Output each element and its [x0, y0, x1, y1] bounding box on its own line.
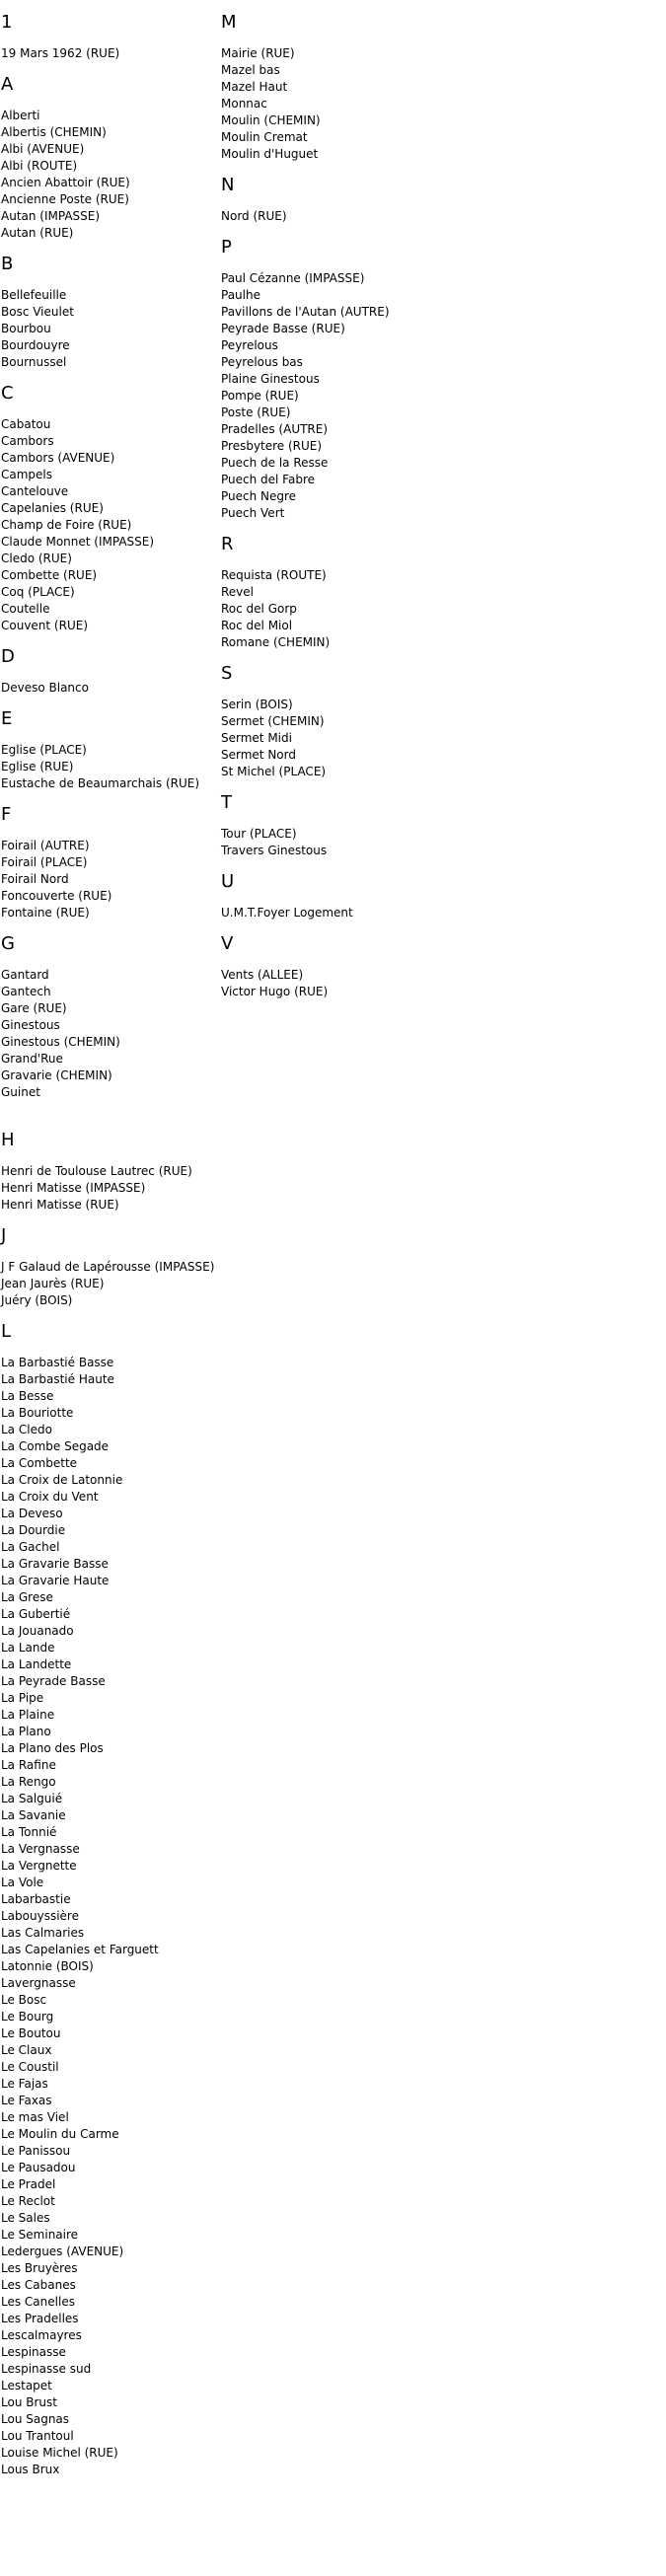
- street-name-item: Le Faxas: [1, 2094, 52, 2107]
- street-name-item: Peyrelous bas: [221, 355, 303, 369]
- street-name-item: Vents (ALLEE): [221, 968, 304, 982]
- street-name-item: Jean Jaurès (RUE): [1, 1277, 105, 1290]
- street-name-item: Bosc Vieulet: [1, 305, 74, 319]
- street-name-item: Lou Trantoul: [1, 2429, 74, 2443]
- street-name-item: Fontaine (RUE): [1, 906, 90, 920]
- street-name-item: Claude Monnet (IMPASSE): [1, 535, 155, 549]
- street-name-item: Lespinasse: [1, 2345, 66, 2359]
- street-name-item: Le Reclot: [1, 2194, 55, 2208]
- street-name-item: La Landette: [1, 1657, 72, 1671]
- street-index-left-column: [1, 0, 218, 2478]
- street-name-item: La Barbastié Basse: [1, 1356, 114, 1369]
- section-letter-heading: T: [221, 792, 232, 813]
- street-name-item: La Gachel: [1, 1540, 60, 1554]
- street-name-item: Cambors (AVENUE): [1, 451, 115, 465]
- street-name-item: Le Sales: [1, 2211, 50, 2225]
- section-letter-heading: A: [1, 74, 14, 95]
- street-name-item: Poste (RUE): [221, 405, 291, 419]
- street-name-item: La Plano des Plos: [1, 1741, 104, 1755]
- street-name-item: Le Bourg: [1, 2010, 54, 2024]
- street-name-item: 19 Mars 1962 (RUE): [1, 46, 120, 60]
- street-name-item: Coq (PLACE): [1, 585, 75, 599]
- street-name-item: Juéry (BOIS): [1, 1293, 73, 1307]
- street-name-item: La Croix du Vent: [1, 1490, 99, 1504]
- section-letter-heading: U: [221, 871, 235, 892]
- street-name-item: La Pipe: [1, 1691, 44, 1705]
- street-name-item: Moulin Cremat: [221, 130, 308, 144]
- street-name-item: Campels: [1, 468, 53, 481]
- street-name-item: La Peyrade Basse: [1, 1674, 106, 1688]
- street-name-item: La Gravarie Basse: [1, 1557, 109, 1571]
- street-name-item: Capelanies (RUE): [1, 501, 104, 515]
- street-name-item: La Lande: [1, 1641, 55, 1655]
- street-name-item: Deveso Blanco: [1, 681, 89, 695]
- section-letter-heading: G: [1, 933, 15, 954]
- letter-section: [1, 646, 218, 697]
- street-name-item: Cantelouve: [1, 484, 69, 498]
- street-name-item: Paulhe: [221, 288, 260, 302]
- letter-section: [1, 804, 218, 921]
- section-letter-heading: M: [221, 12, 237, 33]
- street-name-item: Labouyssière: [1, 1909, 79, 1923]
- street-name-item: La Jouanado: [1, 1624, 74, 1638]
- street-name-item: La Salguié: [1, 1792, 63, 1805]
- street-name-item: Guinet: [1, 1085, 40, 1099]
- street-name-item: Romane (CHEMIN): [221, 635, 331, 649]
- street-name-item: Roc del Gorp: [221, 602, 297, 616]
- street-name-item: La Rengo: [1, 1775, 56, 1789]
- street-name-item: Autan (RUE): [1, 226, 74, 240]
- section-letter-heading: 1: [1, 12, 13, 33]
- street-name-item: Les Bruyères: [1, 2261, 78, 2275]
- street-name-item: Ledergues (AVENUE): [1, 2245, 124, 2258]
- section-letter-heading: F: [1, 804, 12, 825]
- section-letter-heading: D: [1, 646, 15, 667]
- letter-section: [221, 933, 478, 1000]
- street-name-item: Eglise (PLACE): [1, 743, 87, 757]
- letter-section: [221, 237, 478, 522]
- street-name-item: La Plaine: [1, 1708, 55, 1722]
- section-letter-heading: J: [1, 1225, 7, 1246]
- letter-section: [221, 12, 478, 163]
- street-name-item: Le Bosc: [1, 1993, 47, 2007]
- street-name-item: Bournussel: [1, 355, 67, 369]
- section-letter-heading: B: [1, 254, 14, 274]
- street-name-item: Lestapet: [1, 2379, 52, 2392]
- street-name-item: Combette (RUE): [1, 568, 98, 582]
- street-name-item: Le Panissou: [1, 2144, 71, 2158]
- street-name-item: Lespinasse sud: [1, 2362, 92, 2376]
- street-name-item: Sermet Nord: [221, 748, 296, 762]
- letter-section: [1, 1130, 218, 1214]
- street-name-item: Le Seminaire: [1, 2228, 79, 2242]
- street-name-item: Cledo (RUE): [1, 552, 72, 565]
- street-name-item: Albertis (CHEMIN): [1, 125, 107, 139]
- street-name-item: La Gubertié: [1, 1607, 71, 1621]
- street-name-item: Sermet (CHEMIN): [221, 714, 325, 728]
- street-name-item: Le Fajas: [1, 2077, 48, 2091]
- street-name-item: Henri Matisse (RUE): [1, 1198, 119, 1212]
- street-name-item: Bourdouyre: [1, 338, 70, 352]
- street-name-item: Le Coustil: [1, 2060, 59, 2074]
- street-name-item: Puech del Fabre: [221, 473, 316, 486]
- street-name-item: U.M.T.Foyer Logement: [221, 906, 353, 920]
- street-name-item: Nord (RUE): [221, 209, 287, 223]
- street-name-item: La Barbastié Haute: [1, 1372, 114, 1386]
- street-name-item: Mazel bas: [221, 63, 280, 77]
- street-name-item: Foirail (PLACE): [1, 855, 88, 869]
- street-name-item: Foirail Nord: [1, 872, 69, 886]
- street-name-item: La Plano: [1, 1725, 51, 1738]
- street-name-item: Lavergnasse: [1, 1976, 76, 1990]
- street-name-item: Cambors: [1, 434, 54, 448]
- street-name-item: Travers Ginestous: [221, 844, 328, 857]
- letter-section: [1, 12, 218, 62]
- street-name-item: La Tonnié: [1, 1825, 57, 1839]
- street-name-item: La Rafine: [1, 1758, 56, 1772]
- street-name-item: Champ de Foire (RUE): [1, 518, 132, 532]
- street-name-item: Gantard: [1, 968, 49, 982]
- street-name-item: Puech Vert: [221, 506, 285, 520]
- street-name-item: Lou Sagnas: [1, 2412, 70, 2426]
- street-name-item: St Michel (PLACE): [221, 765, 327, 778]
- street-name-item: Requista (ROUTE): [221, 568, 327, 582]
- letter-section: [221, 792, 478, 859]
- street-name-item: Mairie (RUE): [221, 46, 295, 60]
- street-name-item: Puech de la Resse: [221, 456, 329, 470]
- street-name-item: La Vergnasse: [1, 1842, 80, 1856]
- street-name-item: Las Calmaries: [1, 1926, 85, 1940]
- street-name-item: Paul Cézanne (IMPASSE): [221, 271, 365, 285]
- street-name-item: Gravarie (CHEMIN): [1, 1068, 112, 1082]
- street-name-item: La Vergnette: [1, 1859, 77, 1873]
- letter-section: [221, 663, 478, 780]
- street-name-item: Pavillons de l'Autan (AUTRE): [221, 305, 390, 319]
- street-name-item: Gantech: [1, 985, 51, 998]
- letter-section: [1, 383, 218, 634]
- street-name-item: Ginestous: [1, 1018, 60, 1032]
- street-name-item: Moulin d'Huguet: [221, 147, 319, 161]
- street-name-item: Puech Negre: [221, 489, 297, 503]
- street-name-item: Monnac: [221, 97, 267, 110]
- street-name-item: Gare (RUE): [1, 1001, 67, 1015]
- street-name-item: Bourbou: [1, 322, 51, 335]
- letter-section: [1, 1225, 218, 1309]
- street-name-item: Moulin (CHEMIN): [221, 113, 321, 127]
- street-name-item: Lous Brux: [1, 2463, 60, 2476]
- street-name-item: Peyrelous: [221, 338, 278, 352]
- street-name-item: Sermet Midi: [221, 731, 292, 745]
- street-name-item: La Vole: [1, 1876, 44, 1889]
- letter-section: [1, 254, 218, 371]
- street-name-item: La Cledo: [1, 1423, 52, 1436]
- section-letter-heading: E: [1, 708, 13, 729]
- street-name-item: Peyrade Basse (RUE): [221, 322, 345, 335]
- street-name-item: La Dourdie: [1, 1523, 66, 1537]
- street-name-item: Latonnie (BOIS): [1, 1959, 94, 1973]
- street-name-item: La Besse: [1, 1389, 54, 1403]
- street-name-item: Albi (AVENUE): [1, 142, 85, 156]
- street-name-item: Cabatou: [1, 417, 51, 431]
- section-letter-heading: P: [221, 237, 232, 258]
- letter-section: [221, 534, 478, 651]
- letter-section: [1, 708, 218, 792]
- street-name-item: Lescalmayres: [1, 2328, 82, 2342]
- street-name-item: Le Boutou: [1, 2026, 61, 2040]
- street-name-item: La Bouriotte: [1, 1406, 74, 1420]
- section-letter-heading: L: [1, 1321, 12, 1342]
- street-name-item: Les Canelles: [1, 2295, 75, 2309]
- street-name-item: Ginestous (CHEMIN): [1, 1035, 120, 1049]
- street-name-item: Les Cabanes: [1, 2278, 76, 2292]
- street-name-item: Mazel Haut: [221, 80, 288, 94]
- street-name-item: Bellefeuille: [1, 288, 67, 302]
- street-name-item: La Combe Segade: [1, 1439, 110, 1453]
- street-name-item: Eglise (RUE): [1, 760, 74, 773]
- street-name-item: Serin (BOIS): [221, 698, 293, 711]
- letter-section: [1, 933, 218, 1118]
- street-name-item: Presbytere (RUE): [221, 439, 323, 453]
- street-name-item: Grand'Rue: [1, 1052, 63, 1066]
- street-name-item: Les Pradelles: [1, 2312, 79, 2325]
- street-index-right-column: [221, 0, 478, 1000]
- street-name-item: Alberti: [1, 109, 40, 122]
- street-name-item: Le mas Viel: [1, 2110, 69, 2124]
- letter-section: [1, 74, 218, 242]
- section-letter-heading: H: [1, 1130, 15, 1150]
- street-name-item: Le Pradel: [1, 2177, 56, 2191]
- street-name-item: Foirail (AUTRE): [1, 839, 90, 852]
- street-name-item: La Combette: [1, 1456, 78, 1470]
- section-letter-heading: R: [221, 534, 234, 554]
- section-letter-heading: S: [221, 663, 233, 684]
- letter-section: [221, 175, 478, 225]
- section-spacer: [1, 1101, 218, 1118]
- street-name-item: Henri Matisse (IMPASSE): [1, 1181, 146, 1195]
- street-name-item: Ancienne Poste (RUE): [1, 192, 129, 206]
- street-name-item: Le Claux: [1, 2043, 52, 2057]
- section-letter-heading: C: [1, 383, 14, 404]
- letter-section: [1, 1321, 218, 2478]
- street-name-item: J F Galaud de Lapérousse (IMPASSE): [1, 1260, 215, 1274]
- street-name-item: Foncouverte (RUE): [1, 889, 112, 903]
- street-name-item: Le Pausadou: [1, 2161, 76, 2174]
- street-name-item: Autan (IMPASSE): [1, 209, 101, 223]
- street-name-item: Labarbastie: [1, 1892, 71, 1906]
- street-name-item: La Croix de Latonnie: [1, 1473, 123, 1487]
- street-name-item: Eustache de Beaumarchais (RUE): [1, 776, 200, 790]
- street-name-item: Victor Hugo (RUE): [221, 985, 329, 998]
- street-name-item: Las Capelanies et Farguett: [1, 1943, 159, 1956]
- street-name-item: Henri de Toulouse Lautrec (RUE): [1, 1164, 192, 1178]
- street-name-item: Louise Michel (RUE): [1, 2446, 118, 2460]
- street-name-item: Tour (PLACE): [221, 827, 297, 841]
- street-name-item: Pradelles (AUTRE): [221, 422, 329, 436]
- section-letter-heading: V: [221, 933, 234, 954]
- street-name-item: Le Moulin du Carme: [1, 2127, 119, 2141]
- street-name-item: Lou Brust: [1, 2395, 57, 2409]
- street-name-item: Revel: [221, 585, 254, 599]
- street-name-item: Coutelle: [1, 602, 50, 616]
- section-letter-heading: N: [221, 175, 235, 195]
- street-name-item: La Grese: [1, 1590, 53, 1604]
- street-name-item: Ancien Abattoir (RUE): [1, 176, 130, 189]
- street-name-item: Plaine Ginestous: [221, 372, 320, 386]
- street-name-item: Pompe (RUE): [221, 389, 299, 403]
- street-name-item: La Deveso: [1, 1507, 63, 1520]
- street-name-item: La Gravarie Haute: [1, 1574, 110, 1587]
- street-name-item: Albi (ROUTE): [1, 159, 78, 173]
- street-name-item: La Savanie: [1, 1808, 66, 1822]
- street-name-item: Roc del Miol: [221, 619, 293, 632]
- street-name-item: Couvent (RUE): [1, 619, 89, 632]
- letter-section: [221, 871, 478, 921]
